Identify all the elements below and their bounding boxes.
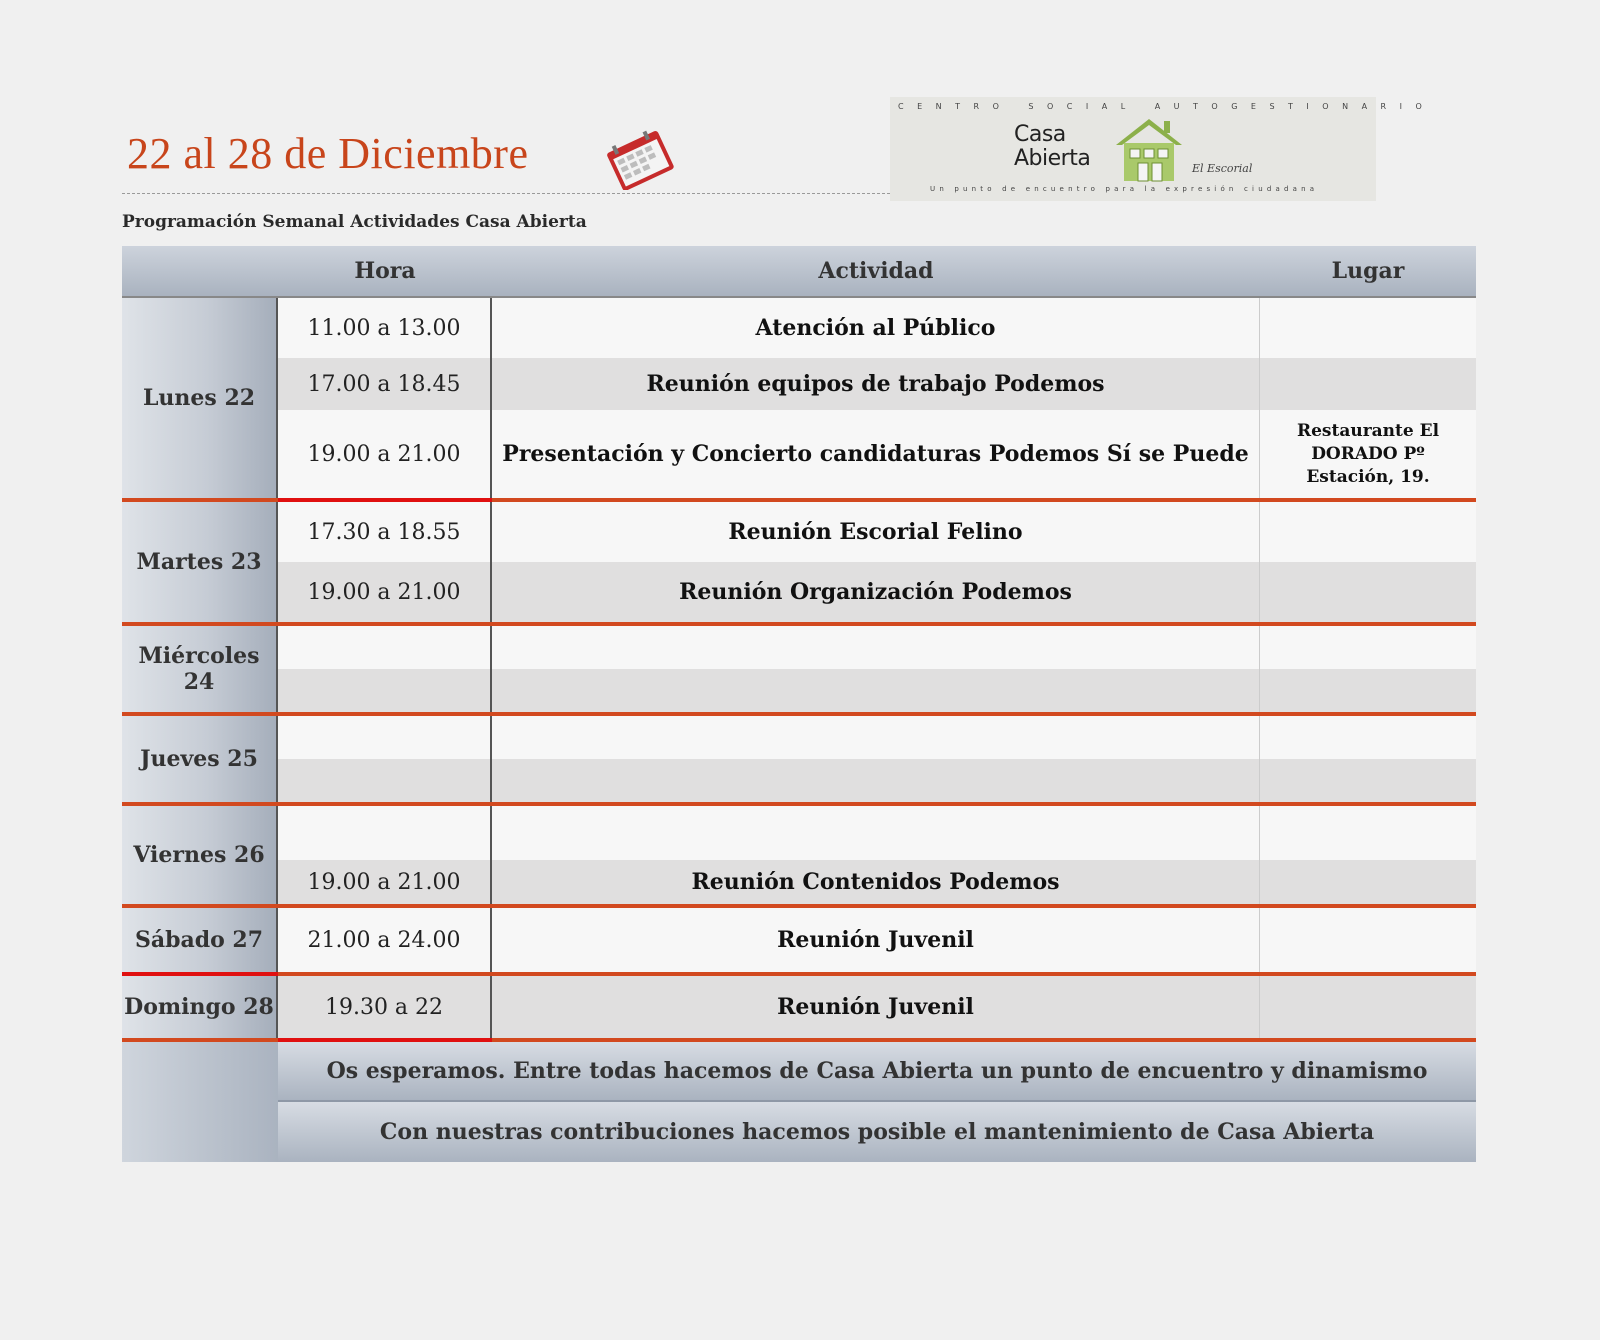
- day-label: Lunes 22: [122, 298, 278, 498]
- logo-location: El Escorial: [1192, 162, 1253, 175]
- schedule-table: [122, 246, 1476, 1164]
- hora-cell: 19.00 a 21.00: [278, 562, 492, 622]
- actividad-cell: [492, 806, 1260, 860]
- hora-cell: 17.30 a 18.55: [278, 502, 492, 562]
- hora-cell: 21.00 a 24.00: [278, 908, 492, 972]
- logo-name: Casa Abierta: [1014, 122, 1091, 171]
- title-divider: [122, 193, 890, 194]
- page-subtitle: Programación Semanal Actividades Casa Abierta: [122, 212, 587, 232]
- column-header-lugar: Lugar: [1260, 246, 1476, 298]
- hora-cell: 19.30 a 22: [278, 976, 492, 1038]
- actividad-cell: Reunión Escorial Felino: [492, 502, 1260, 562]
- actividad-cell: [492, 759, 1260, 802]
- hora-cell: 19.00 a 21.00: [278, 410, 492, 498]
- hora-cell: [278, 716, 492, 759]
- hora-cell: 17.00 a 18.45: [278, 358, 492, 410]
- logo-tagline: Un punto de encuentro para la expresión ciudadana: [930, 185, 1319, 193]
- footer-left-cell: [122, 1102, 278, 1162]
- hora-cell: [278, 806, 492, 860]
- day-label: Miércoles 24: [122, 626, 278, 712]
- hora-cell: [278, 626, 492, 669]
- day-label: Sábado 27: [122, 908, 278, 972]
- actividad-cell: Reunión Organización Podemos: [492, 562, 1260, 622]
- lugar-cell: [1260, 562, 1476, 622]
- casa-abierta-logo: [890, 97, 1436, 201]
- lugar-cell: [1260, 358, 1476, 410]
- hora-cell: 19.00 a 21.00: [278, 860, 492, 904]
- day-label: Viernes 26: [122, 806, 278, 904]
- actividad-cell: Reunión equipos de trabajo Podemos: [492, 358, 1260, 410]
- day-label: Martes 23: [122, 502, 278, 622]
- lugar-cell: Restaurante El DORADO Pº Estación, 19.: [1260, 410, 1476, 498]
- actividad-cell: Reunión Juvenil: [492, 908, 1260, 972]
- lugar-cell: [1260, 502, 1476, 562]
- hora-cell: [278, 759, 492, 802]
- lugar-cell: [1260, 626, 1476, 669]
- actividad-cell: Reunión Contenidos Podemos: [492, 860, 1260, 904]
- actividad-cell: [492, 716, 1260, 759]
- hora-cell: 11.00 a 13.00: [278, 298, 492, 358]
- lugar-cell: [1260, 759, 1476, 802]
- footer-left-cell: [122, 1042, 278, 1102]
- logo-top-text: CENTRO SOCIAL AUTOGESTIONARIO: [898, 102, 1436, 111]
- lugar-cell: [1260, 908, 1476, 972]
- column-header-actividad: Actividad: [492, 246, 1260, 298]
- lugar-cell: [1260, 716, 1476, 759]
- footer-message: Os esperamos. Entre todas hacemos de Casa Abierta un punto de encuentro y dinamismo: [278, 1042, 1476, 1102]
- actividad-cell: Atención al Público: [492, 298, 1260, 358]
- actividad-cell: Presentación y Concierto candidaturas Podemos Sí se Puede: [492, 410, 1260, 498]
- page-title: 22 al 28 de Diciembre: [127, 129, 529, 178]
- actividad-cell: [492, 626, 1260, 669]
- lugar-cell: [1260, 976, 1476, 1038]
- actividad-cell: [492, 669, 1260, 712]
- house-icon: [1112, 115, 1186, 183]
- footer-message: Con nuestras contribuciones hacemos posible el mantenimiento de Casa Abierta: [278, 1102, 1476, 1162]
- lugar-cell: [1260, 298, 1476, 358]
- header-corner: [122, 246, 278, 298]
- lugar-cell: [1260, 860, 1476, 904]
- lugar-cell: [1260, 806, 1476, 860]
- lugar-cell: [1260, 669, 1476, 712]
- actividad-cell: Reunión Juvenil: [492, 976, 1260, 1038]
- calendar-icon: [602, 130, 678, 190]
- column-header-hora: Hora: [278, 246, 492, 298]
- day-label: Jueves 25: [122, 716, 278, 802]
- hora-cell: [278, 669, 492, 712]
- day-label: Domingo 28: [122, 976, 278, 1038]
